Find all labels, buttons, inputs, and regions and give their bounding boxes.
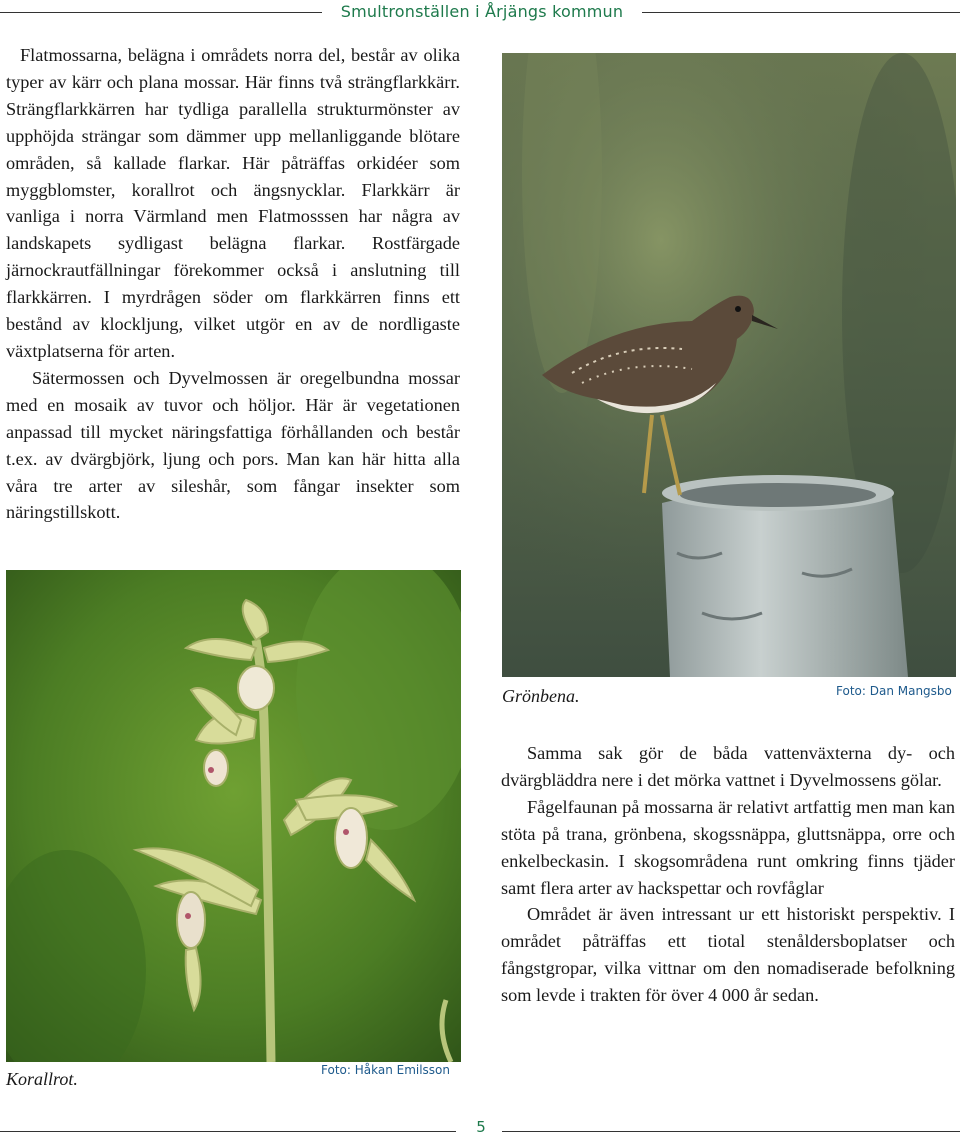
paragraph-satermossen: Sätermossen och Dyvelmossen är oregelbundna mossar med en mosaik av tuvor och höljor. Här är vegetationen anpassad till mycket näringsfattiga förhållanden och består t.ex. av dvärgbjörk, ljung och pors. Man kan här hitta alla våra tre arter av sileshår, som fångar insekter som näringstillskott. [6,367,460,523]
credit-bird: Foto: Dan Mangsbo [836,684,952,698]
header-rule-right [642,12,960,13]
footer-rule-left [0,1131,456,1132]
credit-orchid: Foto: Håkan Emilsson [321,1063,450,1077]
paragraph-flatmossarna: Flatmossarna, belägna i områdets norra del, består av olika typer av kärr och plana mossar. Här finns två strängflarkkärr. Strängflarkkärren har tydliga parallella strukturmönster av upphöjda strängar som dämmer upp mellanliggande blötare områden, så kallade flarkar. Här påträffas orkidéer som myggblomster, korallrot och ängsnycklar. Flarkkärr är vanliga i norra Värmland men Flatmosssen har några av landskapets sydligast belägna flarkar. Rostfärgade järnockrautfällningar förekommer också i anslutning till flarkkärren. I myrdrågen söder om flarkkärren finns ett bestånd av klockljung, vilket utgör en av de nordligaste växtplatserna för arten. [6,45,460,361]
left-column-text [6,42,460,526]
coralroot-orchid-icon [6,570,461,1062]
header-rule-left [0,12,322,13]
running-header: Smultronställen i Årjängs kommun [340,2,624,21]
photo-grönbena [502,53,956,677]
paragraph-fagelfaunan: Fågelfaunan på mossarna är relativt artfattig men man kan stöta på trana, grönbena, skogssnäppa, gluttsnäppa, orre och enkelbeckasin. I skogsområdena runt omkring finns tjäder samt flera arter av hackspettar och rovfåglar [501,796,955,898]
paragraph-bladdra: Samma sak gör de båda vattenväxterna dy- och dvärgbläddra nere i det mörka vattnet i Dyvelmossens gölar. [501,743,955,790]
caption-orchid: Korallrot. [6,1069,78,1089]
right-column-text [501,740,955,1009]
footer-rule-right [502,1131,960,1132]
caption-bird: Grönbena. [502,686,580,706]
photo-korallrot [6,570,461,1062]
sandpiper-on-post-icon [502,53,956,677]
paragraph-historiskt: Området är även intressant ur ett historiskt perspektiv. I området påträffas ett tiotal stenåldersboplatser och fångstgropar, vilka vittnar om den nomadiserade befolkning som levde i trakten för över 4 000 år sedan. [501,904,955,1006]
page-number: 5 [476,1118,486,1136]
